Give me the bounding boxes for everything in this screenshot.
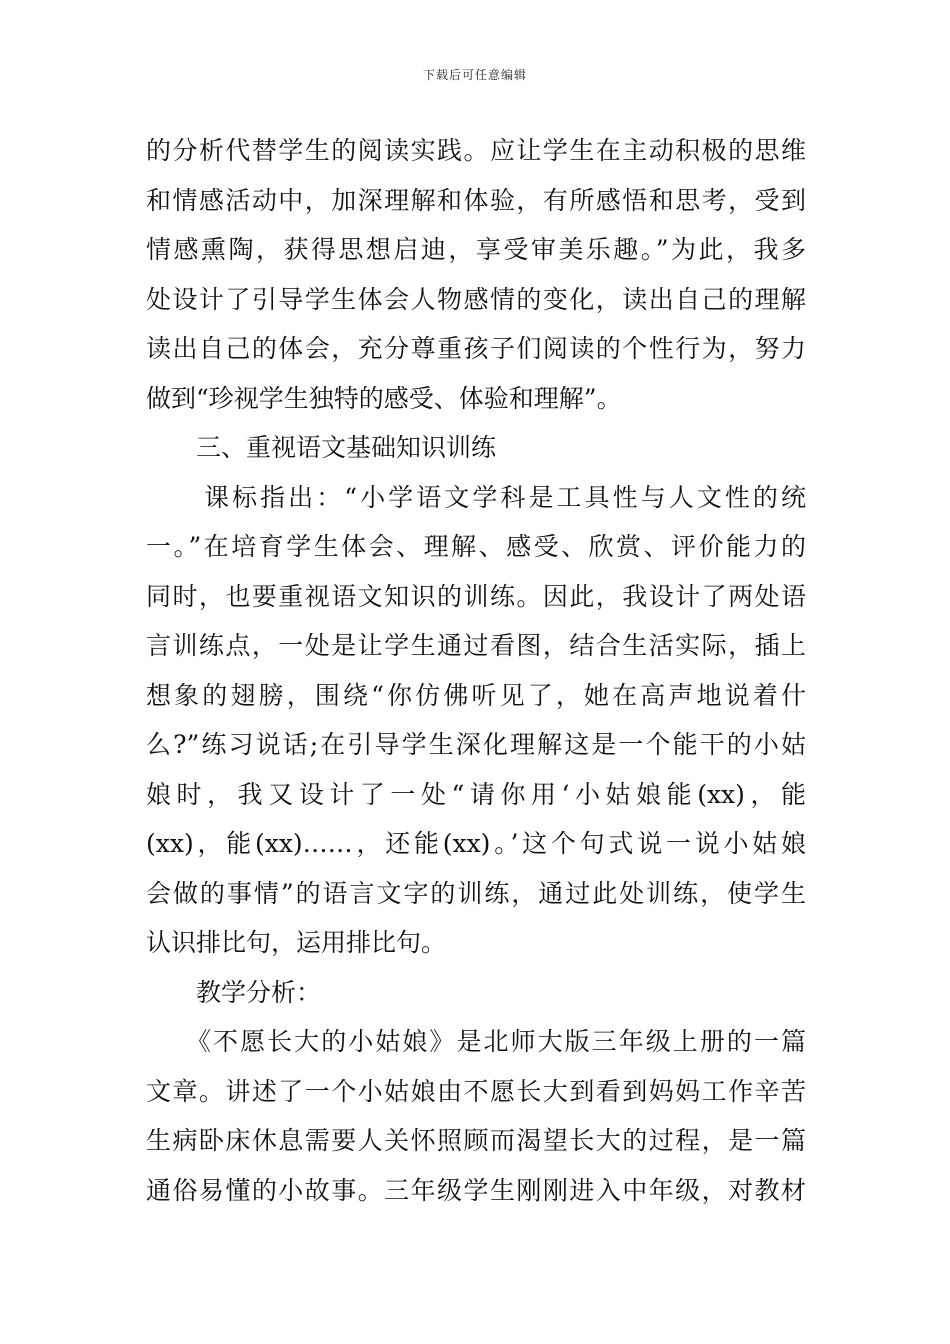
text-line: 读出自己的体会，充分尊重孩子们阅读的个性行为，努力 (146, 334, 806, 363)
page-header: 下载后可任意编辑 (422, 68, 527, 82)
text-line: 一。”在培育学生体会、理解、感受、欣赏、评价能力的 (146, 532, 806, 561)
text-line: 处设计了引导学生体会人物感情的变化，读出自己的理解 (146, 284, 806, 314)
text-line: 的分析代替学生的阅读实践。应让学生在主动积极的思维 (146, 136, 806, 165)
text-line: 么?”练习说话;在引导学生深化理解这是一个能干的小姑 (146, 730, 806, 759)
text-line: 做到“珍视学生独特的感受、体验和理解”。 (146, 383, 622, 413)
text-line: 言训练点，一处是让学生通过看图，结合生活实际，插上 (146, 631, 806, 660)
text-line: 情感熏陶，获得思想启迪，享受审美乐趣。”为此，我多 (146, 235, 806, 264)
text-line: 会做的事情”的语言文字的训练，通过此处训练，使学生 (146, 878, 806, 908)
text-line: 同时，也要重视语文知识的训练。因此，我设计了两处语 (146, 581, 806, 611)
text-line: 文章。讲述了一个小姑娘由不愿长大到看到妈妈工作辛苦 (146, 1076, 806, 1106)
text-line: 和情感活动中，加深理解和体验，有所感悟和思考，受到 (146, 185, 806, 215)
text-line: 教学分析： (196, 977, 322, 1007)
text-line: 想象的翅膀，围绕“你仿佛听见了，她在高声地说着什 (146, 680, 806, 710)
text-line: (xx)，能(xx)……，还能(xx)。’这个句式说一说小姑娘 (146, 829, 806, 858)
text-line: 通俗易懂的小故事。三年级学生刚刚进入中年级，对教材 (146, 1175, 806, 1205)
text-line: 三、重视语文基础知识训练 (196, 433, 497, 462)
text-line: 《不愿长大的小姑娘》是北师大版三年级上册的一篇 (186, 1027, 806, 1056)
text-line: 认识排比句，运用排比句。 (146, 928, 447, 957)
text-line: 娘时，我又设计了一处“请你用‘小姑娘能(xx)，能 (146, 779, 806, 809)
body-text (146, 126, 806, 1215)
text-line: 生病卧床休息需要人关怀照顾而渴望长大的过程，是一篇 (146, 1126, 806, 1155)
text-line: 课标指出：“小学语文学科是工具性与人文性的统 (204, 482, 806, 512)
